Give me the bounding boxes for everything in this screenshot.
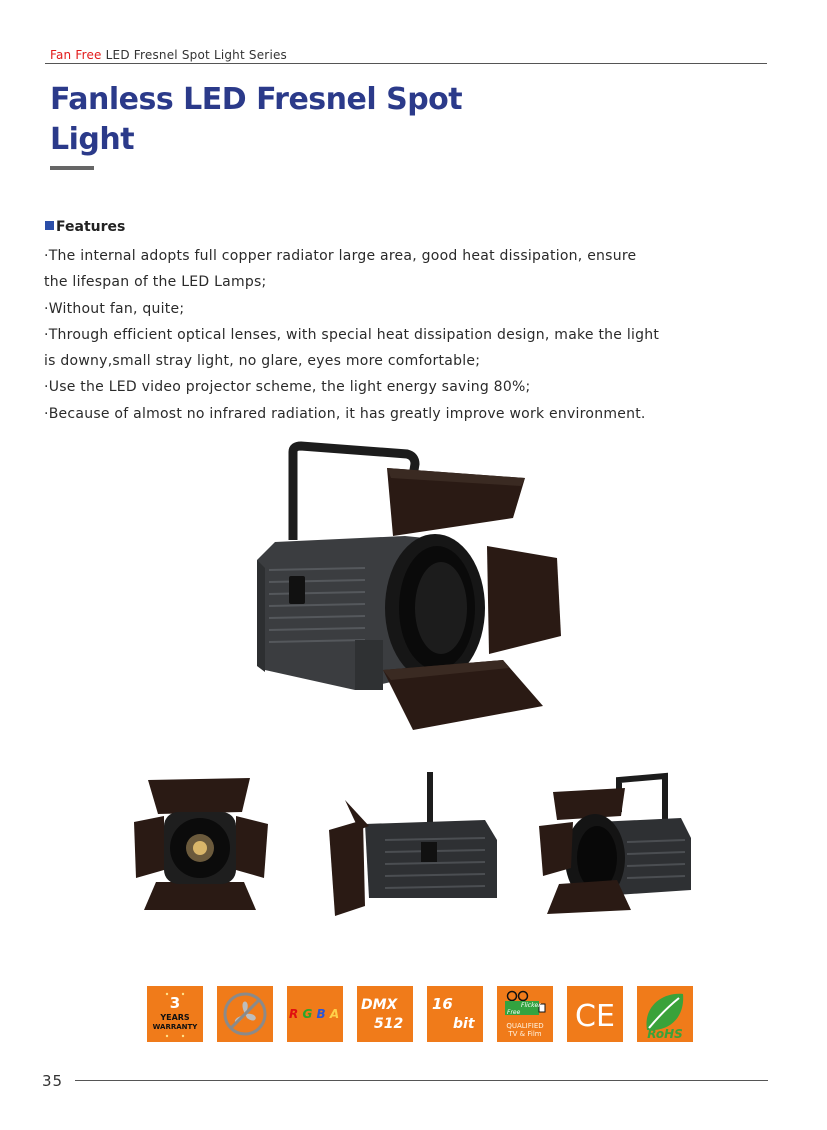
rgbaw-w: W xyxy=(343,1007,357,1021)
feature-line: ·Without fan, quite; xyxy=(44,300,185,317)
feature-line: the lifespan of the LED Lamps; xyxy=(44,274,267,291)
product-front-photo xyxy=(130,770,270,915)
header-divider xyxy=(45,63,767,64)
ce-badge xyxy=(567,986,623,1042)
heading-square-icon xyxy=(45,221,54,230)
flicker-free-badge xyxy=(497,986,553,1042)
svg-text:R G B xyxy=(289,1007,357,1021)
rgbaw-b: B xyxy=(316,1007,326,1021)
series-rest: LED Fresnel Spot Light Series xyxy=(101,48,288,62)
16bit-badge xyxy=(427,986,483,1042)
warranty-badge xyxy=(147,986,203,1042)
rohs-badge xyxy=(637,986,693,1042)
features-list xyxy=(44,243,744,427)
bit-icon xyxy=(427,986,483,1042)
dmx-icon xyxy=(357,986,413,1042)
feature-line: ·Use the LED video projector scheme, the light energy saving 80%; xyxy=(44,379,531,396)
title-underline xyxy=(50,166,94,170)
rgbaw-badge xyxy=(287,986,357,1042)
ce-mark: CE xyxy=(575,999,615,1034)
flicker-q2: TV & Film xyxy=(508,1030,542,1038)
flicker-free-icon xyxy=(497,986,553,1042)
features-heading xyxy=(45,219,125,235)
no-fan-icon xyxy=(217,986,273,1042)
flicker-tag2: Free xyxy=(507,1009,521,1016)
feature-line: ·Through efficient optical lenses, with special heat dissipation design, make the light xyxy=(44,326,660,343)
feature-line: is downy,small stray light, no glare, eyes more comfortable; xyxy=(44,353,481,370)
title-line-1: Fanless LED Fresnel Spot xyxy=(50,82,463,117)
warranty-label: WARRANTY xyxy=(152,1023,198,1031)
page-title xyxy=(50,80,550,160)
rgbaw-a: A xyxy=(329,1007,340,1021)
footer-divider xyxy=(75,1080,768,1081)
flicker-q1: QUALIFIED xyxy=(506,1022,544,1030)
product-angled-photo xyxy=(535,772,695,917)
warranty-years: YEARS xyxy=(160,1013,190,1022)
series-highlight: Fan Free xyxy=(50,48,102,62)
bit-line2: bit xyxy=(453,1016,475,1032)
dmx-line2: 512 xyxy=(374,1016,404,1032)
product-main-photo xyxy=(245,440,565,735)
feature-line: ·The internal adopts full copper radiator large area, good heat dissipation, ensure xyxy=(44,248,637,264)
title-line-2: Light xyxy=(50,122,135,157)
rgbaw-g: G xyxy=(302,1007,313,1021)
header-series xyxy=(50,48,287,62)
rgbaw-icon xyxy=(287,986,357,1042)
rgbaw-r: R xyxy=(289,1007,299,1021)
features-heading-label: Features xyxy=(56,219,126,235)
flicker-tag1: Flicker xyxy=(521,1002,541,1009)
dmx-badge xyxy=(357,986,413,1042)
feature-line: ·Because of almost no infrared radiation, it has greatly improve work environment. xyxy=(44,405,646,422)
ce-icon xyxy=(567,986,623,1042)
rohs-icon xyxy=(637,986,693,1042)
dmx-line1: DMX xyxy=(361,997,398,1013)
warranty-number: 3 xyxy=(169,994,181,1012)
fanless-badge xyxy=(217,986,273,1042)
page-number: 35 xyxy=(42,1072,64,1090)
rohs-label: RoHS xyxy=(647,1027,683,1041)
bit-line1: 16 xyxy=(432,995,453,1013)
product-side-photo xyxy=(325,770,500,920)
warranty-icon xyxy=(147,986,203,1042)
